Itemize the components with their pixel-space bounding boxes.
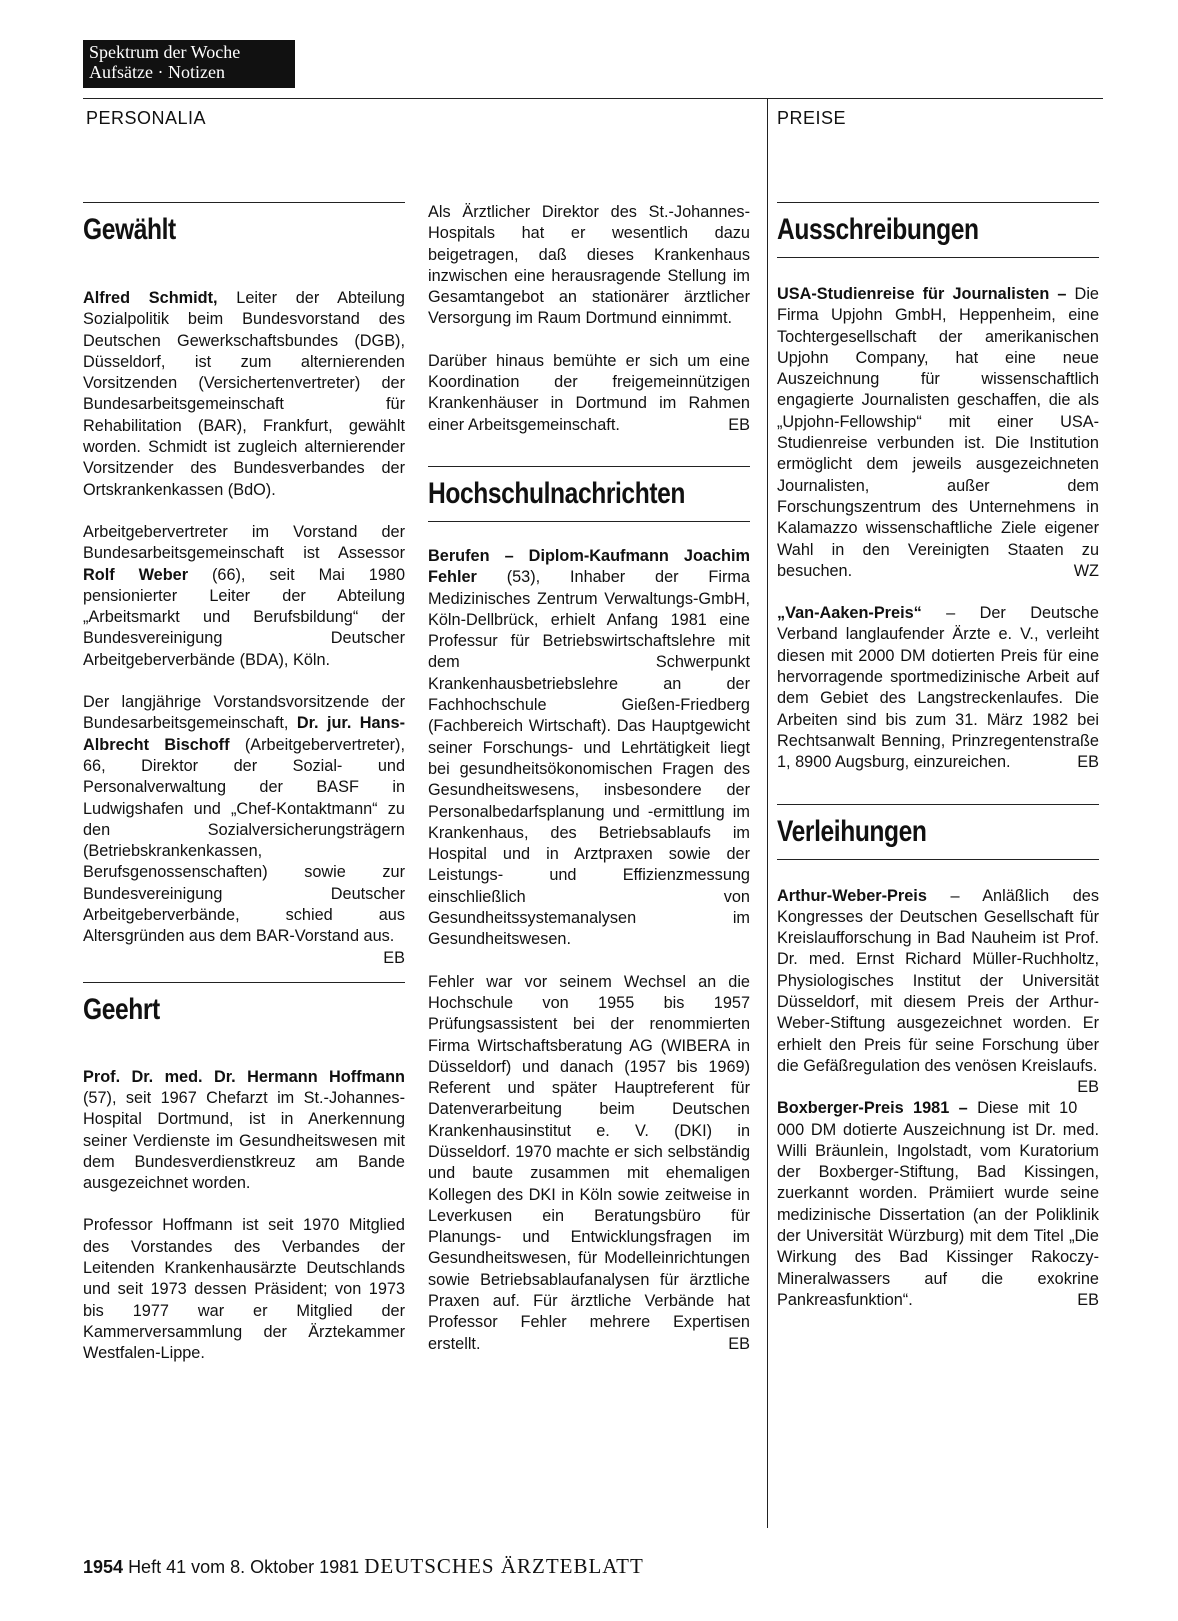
heading-rule [428,466,750,467]
paragraph-hoffmann: Prof. Dr. med. Dr. Hermann Hoffmann (57), seit 1967 Chefarzt im St.-Johannes-Hospital Dortmund, ist in Anerkennung seiner Verdienste im Gesundheitswesen mit dem Bundesverdienstkreuz am Bande ausgezeichnet worden. [83,1067,405,1193]
author-initials: EB [728,415,750,434]
name-bold: Boxberger-Preis 1981 – [777,1099,968,1118]
paragraph-koordination: Darüber hinaus bemühte er sich um eine Koordination der freigemeinnützigen Krankenhäuser in Dortmund im Rahmen einer Arbeitsgemeinschaft. EB [428,351,750,436]
top-rule [83,98,1103,99]
paragraph-direktor: Als Ärztlicher Direktor des St.-Johannes-Hospitals hat er wesentlich dazu beigetragen, daß dieses Krankenhaus inzwischen eine herausragende Stellung im Gesamtangebot an stationärer ärztlicher Versorgung im Raum Dortmund einnimmt. [428,203,750,328]
paragraph-fehler: Berufen – Diplom-Kaufmann Joachim Fehler (53), Inhaber der Firma Medizinisches Zentrum Verwaltungs-GmbH, Köln-Dellbrück, erhielt Anfang 1981 eine Professur für Betriebswirtschaftslehre mit dem Schwerpunkt Krankenhausbetriebslehre an der Fachhochschule Gießen-Friedberg (Fachbereich Wirtschaft). Das Hauptgewicht seiner Forschungs- und Lehrtätigkeit liegt bei gesundheitsökonomischen Fragen des Gesundheitswesens, insbesondere der Personalbedarfsplanung und -ermittlung im Krankenhaus, des Betriebsablaufs im Hospital und in Arztpraxen sowie der Leistungs- und Effizienzmessung einschließlich von Gesundheitssystemanalysen im Gesundheitswesen. [428,546,750,949]
heading-rule [777,804,1099,805]
name-bold: Prof. Dr. med. Dr. Hermann Hoffmann [83,1067,405,1086]
paragraph-hoffmann-2: Professor Hoffmann ist seit 1970 Mitglied des Vorstandes des Verbandes der Leitenden Krankenhausärzte Deutschlands und seit 1973 dessen Präsident; von 1973 bis 1977 war er Mitglied der Kammerversammlung der Ärztekammer Westfalen-Lippe. [83,1216,405,1363]
paragraph-fehler-2: Fehler war vor seinem Wechsel an die Hochschule von 1955 bis 1957 Prüfungsassistent bei der renommierten Firma Wirtschaftsberatung AG (WIBERA in Düsseldorf) und danach (1957 bis 1969) Referent und später Hauptreferent für Datenverarbeitung beim Deutschen Krankenhausinstitut e. V. (DKI) in Düsseldorf. 1970 machte er sich selbständig und baute zusammen mit ehemaligen Kollegen des DKI in Köln sowie zeitweise in Leverkusen ein Beratungsbüro für Planungs- und Entwicklungsfragen im Gesundheitswesen, für Modelleinrichtungen sowie Betriebsablaufanalysen für ärztliche Praxen auf. Für ärztliche Verbände hat Professor Fehler mehrere Expertisen erstellt. EB [428,972,750,1355]
column-3 [777,202,1099,1332]
paragraph-arthur-weber: Arthur-Weber-Preis – Anläßlich des Kongresses der Deutschen Gesellschaft für Kreislaufforschung in Bad Nauheim ist Prof. Dr. med. Ernst Richard Müller-Ruchholtz, Physiologisches Institut der Universität Düsseldorf, mit diesem Preis der Arthur-Weber-Stiftung ausgezeichnet worden. Er erhielt den Preis für seine Forschung über die Gefäßregulation des venösen Kreislaufs. EB [777,886,1099,1078]
heading-rule [777,859,1099,860]
magazine-title: DEUTSCHES ÄRZTEBLATT [364,1554,644,1578]
heading-rule [83,982,405,983]
issue-info: Heft 41 vom 8. Oktober 1981 [128,1557,360,1577]
author-initials: EB [383,948,405,967]
name-bold: Arthur-Weber-Preis [777,886,927,905]
heading-hochschulnachrichten: Hochschulnachrichten [428,476,685,510]
paragraph-bischoff: Der langjährige Vorstandsvorsitzende der Bundesarbeitsgemeinschaft, Dr. jur. Hans-Albrecht Bischoff (Arbeitgebervertreter), 66, Direktor der Sozial- und Personalverwaltung der BASF in Ludwigshafen und „Chef-Kontaktmann“ zu den Sozialversicherungsträgern (Betriebskrankenkassen, Berufsgenossenschaften) sowie zur Bundesvereinigung Deutscher Arbeitgeberverbände, schied aus Altersgründen aus dem BAR-Vorstand aus. EB [83,692,405,948]
name-bold: Berufen – Diplom-Kaufmann Joachim Fehler [428,546,750,587]
name-bold: Dr. jur. Hans-Albrecht Bischoff [83,714,405,754]
paragraph-weber: Arbeitgebervertreter im Vorstand der Bundesarbeitsgemeinschaft ist Assessor Rolf Weber (66), seit Mai 1980 pensionierter Leiter der Abteilung „Arbeitsmarkt und Berufsbildung“ der Bundesvereinigung Deutscher Arbeitgeberverbände (BDA), Köln. [83,522,405,669]
paragraph-van-aaken: „Van-Aaken-Preis“ – Der Deutsche Verband langlaufender Ärzte e. V., verleiht diesen mit 2000 DM dotierten Preis für eine hervorragende sportmedizinische Arbeit auf dem Gebiet des Langstreckenlaufes. Die Arbeiten sind bis zum 31. März 1982 bei Rechtsanwalt Benning, Prinzregentenstraße 1, 8900 Augsburg, einzureichen. EB [777,603,1099,773]
paragraph-schmidt: Alfred Schmidt, Leiter der Abteilung Sozialpolitik beim Bundesvorstand des Deutschen Gewerkschaftsbundes (DGB), Düsseldorf, ist zum alternierenden Vorsitzenden (Versichertenvertreter) der Bundesarbeitsgemeinschaft für Rehabilitation (BAR), Frankfurt, gewählt worden. Schmidt ist zugleich alternierender Vorsitzender des Bundesverbandes der Ortskrankenkassen (BdO). [83,289,405,499]
name-bold: USA-Studienreise für Journalisten – [777,285,1067,303]
heading-verleihungen: Verleihungen [777,814,927,848]
heading-rule [777,202,1099,203]
heading-geehrt: Geehrt [83,992,160,1026]
column-2 [428,202,750,1376]
heading-rule [777,257,1099,258]
page-number: 1954 [83,1557,124,1577]
heading-rule [428,521,750,522]
section-tag-line1: Spektrum der Woche [89,42,241,62]
paragraph-boxberger: Boxberger-Preis 1981 – Diese mit 10 000 DM dotierte Auszeichnung ist Dr. med. Willi Bräunlein, Ingolstadt, vom Kuratorium der Boxberger-Stiftung, Bad Kissingen, zuerkannt worden. Prämiiert wurde seine medizinische Dissertation (an der Poliklinik der Universität Würzburg) mit dem Titel „Die Wirkung des Bad Kissinger Rakoczy-Mineralwassers auf die exokrine Pankreasfunktion“. EB [777,1098,1099,1311]
author-initials: EB [728,1334,750,1353]
column-divider [767,98,768,1528]
name-bold: Alfred Schmidt, [83,289,218,307]
heading-rule [83,202,405,203]
section-tag [83,40,295,88]
column-1 [83,202,405,1385]
section-label-preise: PREISE [777,108,847,128]
name-bold: Rolf Weber [83,565,189,584]
name-bold: „Van-Aaken-Preis“ [777,604,922,623]
section-label-personalia: PERSONALIA [86,108,207,128]
paragraph-usa-studienreise: USA-Studienreise für Journalisten – Die Firma Upjohn GmbH, Heppenheim, eine Tochtergesellschaft der amerikanischen Upjohn Company, hat eine neue Auszeichnung für wissenschaftlich engagierte Journalisten geschaffen, die als „Upjohn-Fellowship“ mit einer USA-Studienreise verbunden ist. Die Institution ermöglicht dem jeweils ausgezeichneten Journalisten, außer dem Forschungszentrum des Unternehmens in Kalamazzo wissenschaftliche Ziele eigener Wahl in den Vereinigten Staaten zu besuchen. WZ [777,284,1099,582]
author-initials: WZ [1073,561,1099,580]
heading-gewaehlt: Gewählt [83,213,176,246]
page-footer [83,1554,644,1579]
heading-ausschreibungen: Ausschreibungen [777,213,979,246]
author-initials: EB [1077,1078,1099,1097]
author-initials: EB [1077,753,1099,772]
author-initials: EB [1077,1290,1099,1309]
section-tag-line2: Aufsätze · Notizen [89,62,225,82]
